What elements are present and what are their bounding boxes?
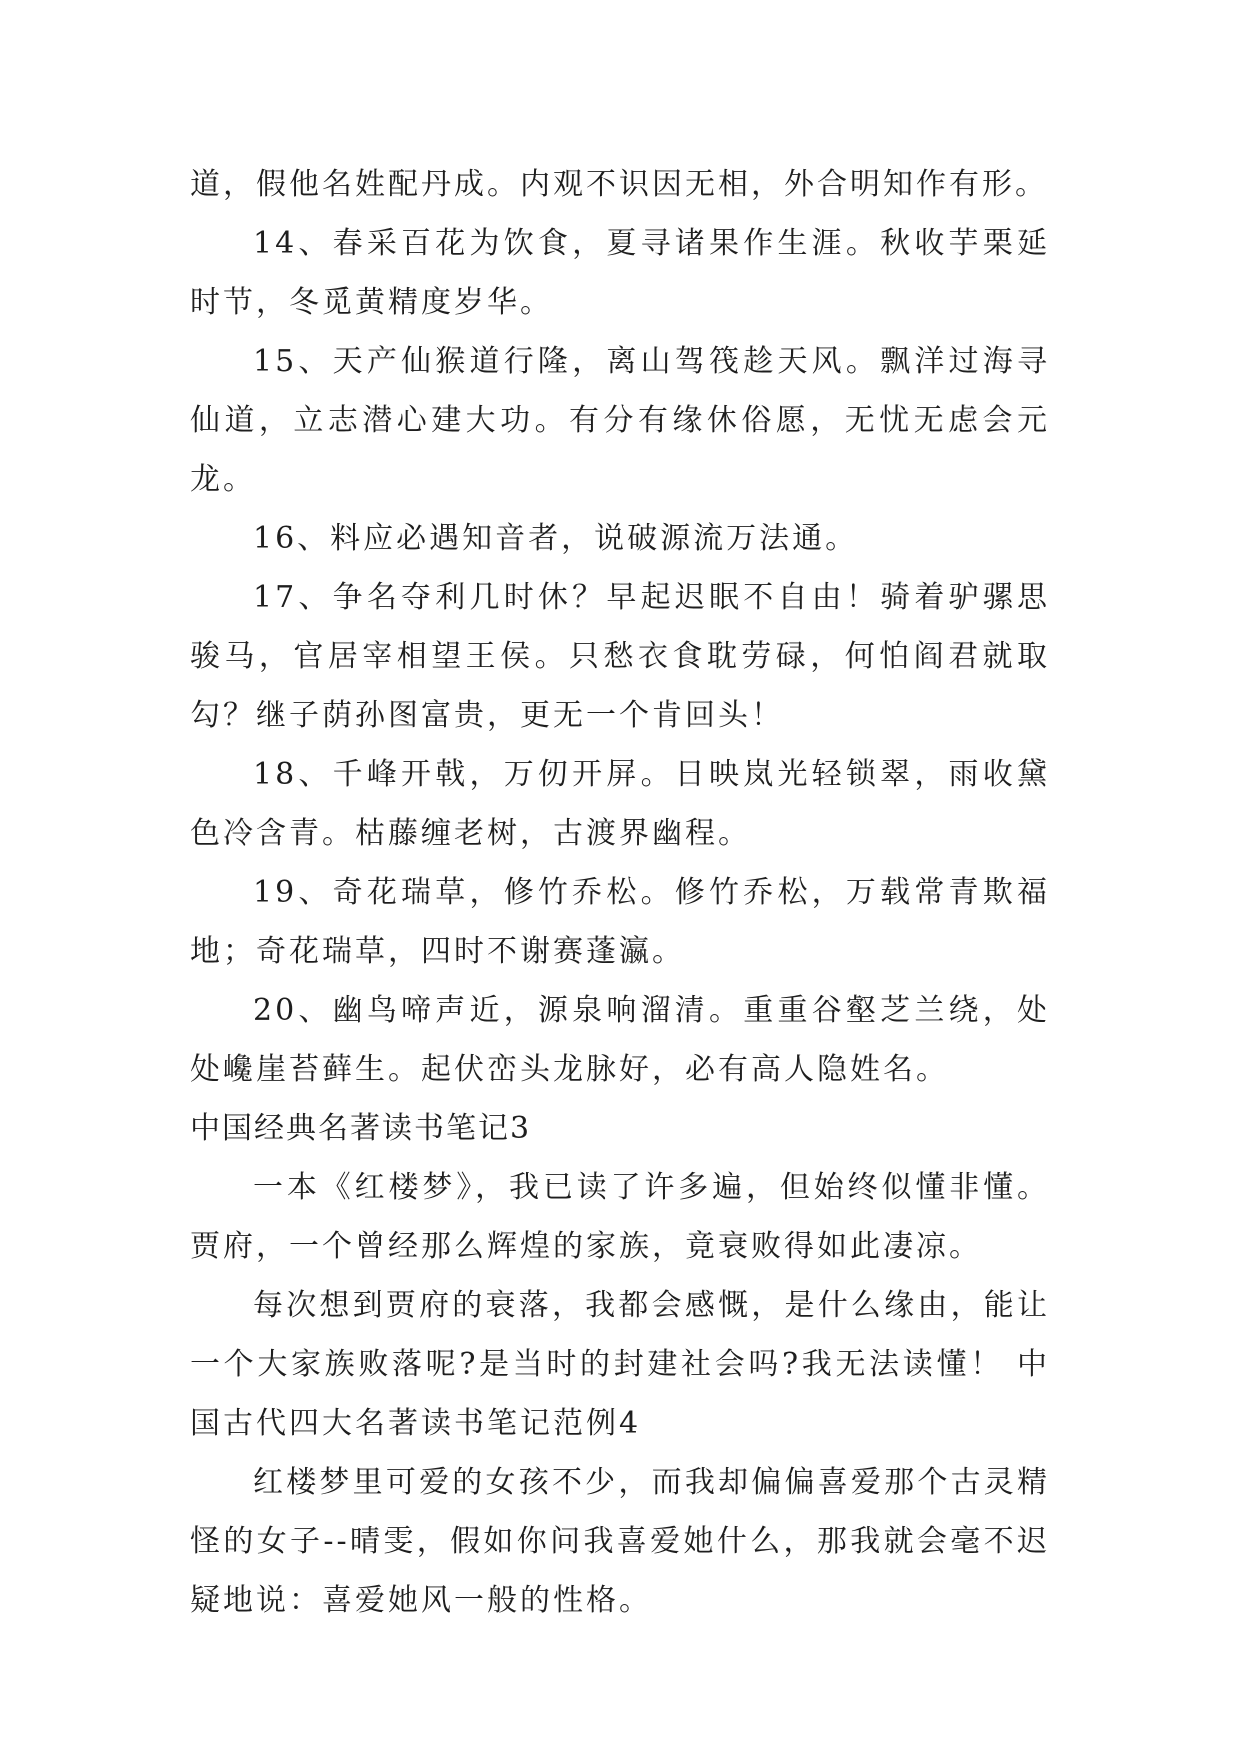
paragraph-honglou-2: 每次想到贾府的衰落，我都会感慨，是什么缘由，能让一个大家族败落呢?是当时的封建社会吗?我无法读懂！ 中国古代四大名著读书笔记范例4 [190, 1288, 1050, 1441]
paragraph-15: 15、天产仙猴道行隆，离山驾筏趁天风。飘洋过海寻仙道，立志潜心建大功。有分有缘休俗愿，无忧无虑会元龙。 [190, 344, 1050, 497]
paragraph-17: 17、争名夺利几时休？早起迟眠不自由！骑着驴骡思骏马，官居宰相望王侯。只愁衣食耽劳碌，何怕阎君就取勾？继子荫孙图富贵，更无一个肯回头！ [190, 580, 1050, 733]
paragraph-20: 20、幽鸟啼声近，源泉响溜清。重重谷壑芝兰绕，处处巉崖苔藓生。起伏峦头龙脉好，必有高人隐姓名。 [190, 993, 1050, 1087]
paragraph-continuation: 道，假他名姓配丹成。内观不识因无相，外合明知作有形。 [190, 167, 1048, 202]
paragraph-14: 14、春采百花为饮食，夏寻诸果作生涯。秋收芋栗延时节，冬觅黄精度岁华。 [190, 226, 1050, 320]
paragraph-18: 18、千峰开戟，万仞开屏。日映岚光轻锁翠，雨收黛色冷含青。枯藤缠老树，古渡界幽程。 [190, 757, 1050, 851]
section-heading: 中国经典名著读书笔记3 [190, 1111, 532, 1146]
paragraph-16: 16、料应必遇知音者，说破源流万法通。 [253, 521, 859, 556]
document-page [190, 155, 1050, 1630]
paragraph-19: 19、奇花瑞草，修竹乔松。修竹乔松，万载常青欺福地；奇花瑞草，四时不谢赛蓬瀛。 [190, 875, 1050, 969]
paragraph-honglou-1: 一本《红楼梦》，我已读了许多遍，但始终似懂非懂。贾府，一个曾经那么辉煌的家族，竟衰败得如此凄凉。 [190, 1170, 1050, 1264]
paragraph-honglou-3: 红楼梦里可爱的女孩不少，而我却偏偏喜爱那个古灵精怪的女子--晴雯，假如你问我喜爱她什么，那我就会毫不迟疑地说：喜爱她风一般的性格。 [190, 1465, 1050, 1618]
